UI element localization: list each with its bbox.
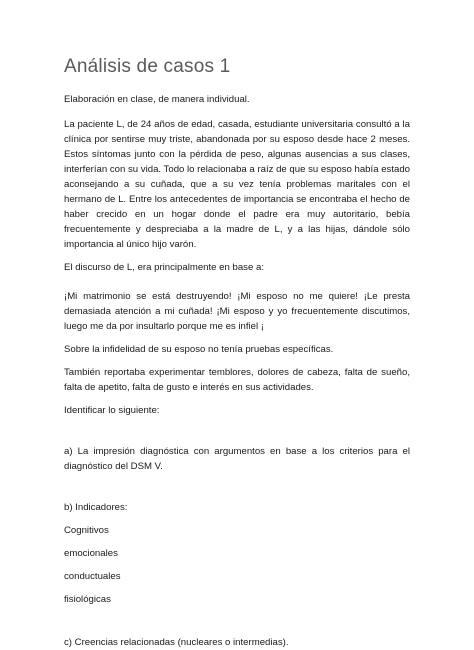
- subtitle-text: Elaboración en clase, de manera individual.: [64, 94, 250, 105]
- indicator-item: conductuales: [64, 571, 121, 582]
- document-content: [64, 56, 410, 650]
- case-paragraph: La paciente L, de 24 años de edad, casada, estudiante universitaria consultó a la clínica por sentirse muy triste, abandonada por su esposo desde hace 2 meses. Estos síntomas junto con la pérdida de peso, algunas ausencias a sus clases, interferían con su vida. Todo lo relacionaba a raíz de que su esposo había estado aconsejando a su cuñada, que a su vez tenía problemas maritales con el hermano de L. Entre los antecedentes de importancia se encontraba el hecho de haber crecido en un hogar donde el padre era muy autoritario, bebía frecuentemente y despreciaba a la madre de L, y a las hijas, dándole sólo importancia al único hijo varón.: [64, 119, 410, 250]
- identify-line: Identificar lo siguiente:: [64, 405, 160, 416]
- document-title: Análisis de casos 1: [64, 56, 231, 77]
- item-c: c) Creencias relacionadas (nucleares o intermedias).: [64, 637, 289, 648]
- patient-quote: ¡Mi matrimonio se está destruyendo! ¡Mi esposo no me quiere! ¡Le presta demasiada atención a mi cuñada! ¡Mi esposo y yo frecuentemente discutimos, luego me da por insultarlo porque me es infiel ¡: [64, 291, 410, 332]
- item-a: a) La impresión diagnóstica con argumentos en base a los criterios para el diagnóstico del DSM V.: [64, 446, 410, 472]
- indicators-list: [64, 523, 410, 607]
- discourse-intro: El discurso de L, era principalmente en base a:: [64, 262, 264, 273]
- infidelity-line: Sobre la infidelidad de su esposo no tenía pruebas específicas.: [64, 344, 334, 355]
- indicator-item: Cognitivos: [64, 525, 109, 536]
- indicator-item: fisiológicas: [64, 594, 111, 605]
- item-b: b) Indicadores:: [64, 502, 128, 513]
- indicator-item: emocionales: [64, 548, 118, 559]
- symptoms-line: También reportaba experimentar temblores, dolores de cabeza, falta de sueño, falta de apetito, falta de gusto e interés en sus actividades.: [64, 367, 410, 393]
